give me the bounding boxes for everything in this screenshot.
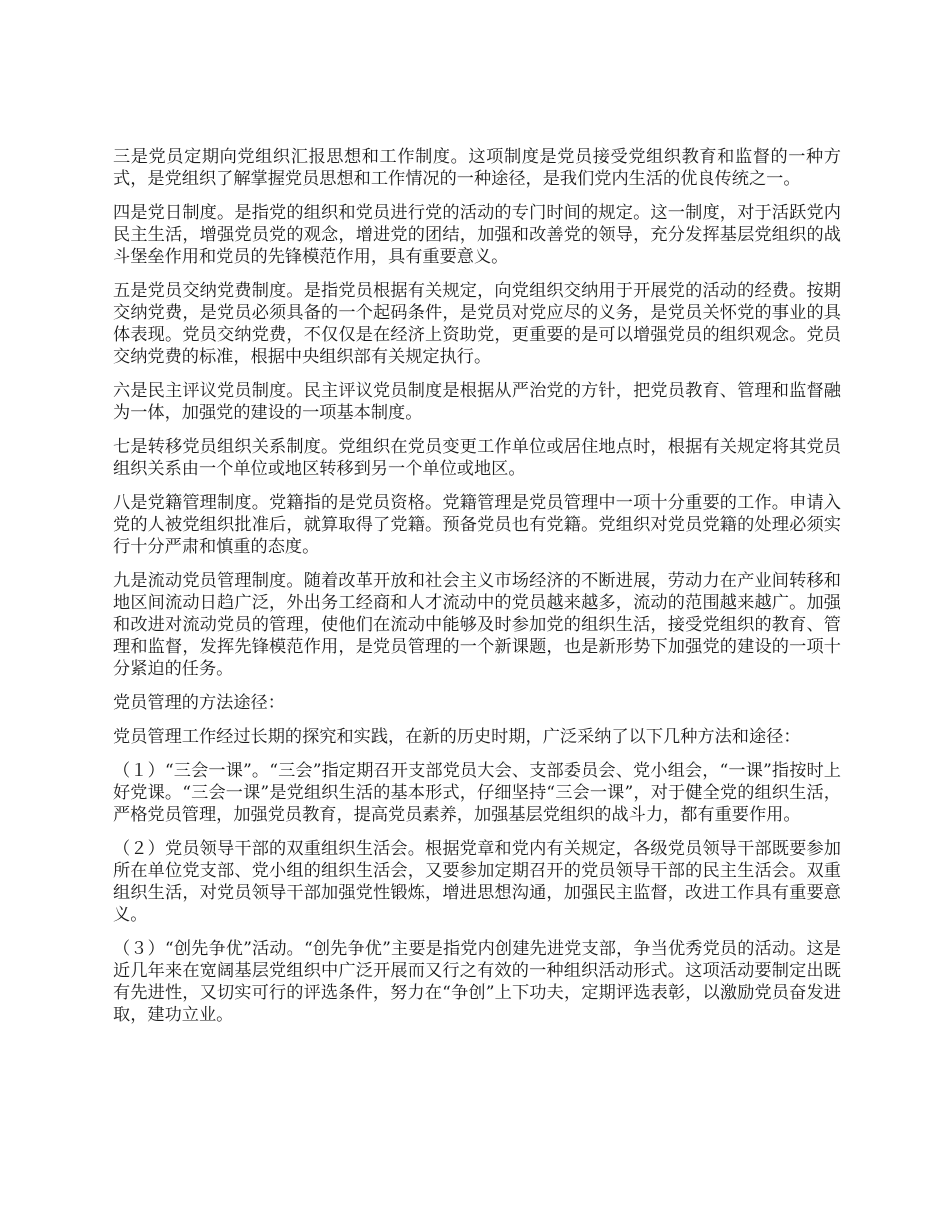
paragraph-method-2: （２）党员领导干部的双重组织生活会。根据党章和党内有关规定，各级党员领导干部既要参加所在单位党支部、党小组的组织生活会，又要参加定期召开的党员领导干部的民主生活会。双重组织生活，对党员领导干部加强党性锻炼，增进思想沟通，加强民主监督，改进工作具有重要意义。 [113, 839, 841, 925]
paragraph-7-membership-transfer: 七是转移党员组织关系制度。党组织在党员变更工作单位或居住地点时，根据有关规定将其党员组织关系由一个单位或地区转移到另一个单位或地区。 [113, 437, 841, 479]
paragraph-6-democratic-evaluation: 六是民主评议党员制度。民主评议党员制度是根据从严治党的方针，把党员教育、管理和监督融为一体，加强党的建设的一项基本制度。 [113, 381, 841, 423]
paragraph-5-party-dues-system: 五是党员交纳党费制度。是指党员根据有关规定，向党组织交纳用于开展党的活动的经费。按期交纳党费，是党员必须具备的一个起码条件，是党员对党应尽的义务，是党员关怀党的事业的具体表现。党员交纳党费，不仅仅是在经济上资助党，更重要的是可以增强党员的组织观念。党员交纳党费的标准，根据中央组织部有关规定执行。 [113, 281, 841, 367]
paragraph-method-1: （１）“三会一课”。“三会”指定期召开支部党员大会、支部委员会、党小组会，“一课”指按时上好党课。“三会一课”是党组织生活的基本形式，仔细坚持“三会一课”，对于健全党的组织生活，严格党员管理，加强党员教育，提高党员素养，加强基层党组织的战斗力，都有重要作用。 [113, 761, 841, 825]
paragraph-method-3: （３）“创先争优”活动。“创先争优”主要是指党内创建先进党支部，争当优秀党员的活动。这是近几年来在宽阔基层党组织中广泛开展而又行之有效的一种组织活动形式。这项活动要制定出既有先进性，又切实可行的评选条件，努力在“争创”上下功夫，定期评选表彰，以激励党员奋发进取，建功立业。 [113, 939, 841, 1025]
document-body [113, 146, 841, 1038]
paragraph-4-party-day-system: 四是党日制度。是指党的组织和党员进行党的活动的专门时间的规定。这一制度，对于活跃党内民主生活，增强党员党的观念，增进党的团结，加强和改善党的领导，充分发挥基层党组织的战斗堡垒作用和党员的先锋模范作用，具有重要意义。 [113, 203, 841, 267]
paragraph-3-party-report-system: 三是党员定期向党组织汇报思想和工作制度。这项制度是党员接受党组织教育和监督的一种方式，是党组织了解掌握党员思想和工作情况的一种途径，是我们党内生活的优良传统之一。 [113, 147, 841, 189]
paragraph-9-mobile-members: 九是流动党员管理制度。随着改革开放和社会主义市场经济的不断进展，劳动力在产业间转移和地区间流动日趋广泛，外出务工经商和人才流动中的党员越来越多，流动的范围越来越广。加强和改进对流动党员的管理，使他们在流动中能够及时参加党的组织生活，接受党组织的教育、管理和监督，发挥先锋模范作用，是党员管理的一个新课题，也是新形势下加强党的建设的一项十分紧迫的任务。 [113, 571, 841, 679]
paragraph-8-membership-management: 八是党籍管理制度。党籍指的是党员资格。党籍管理是党员管理中一项十分重要的工作。申请入党的人被党组织批准后，就算取得了党籍。预备党员也有党籍。党组织对党员党籍的处理必须实行十分严肃和慎重的态度。 [113, 493, 841, 557]
section-heading-methods: 党员管理的方法途径： [113, 693, 285, 713]
paragraph-methods-intro: 党员管理工作经过长期的探究和实践，在新的历史时期，广泛采纳了以下几种方法和途径： [113, 727, 801, 747]
